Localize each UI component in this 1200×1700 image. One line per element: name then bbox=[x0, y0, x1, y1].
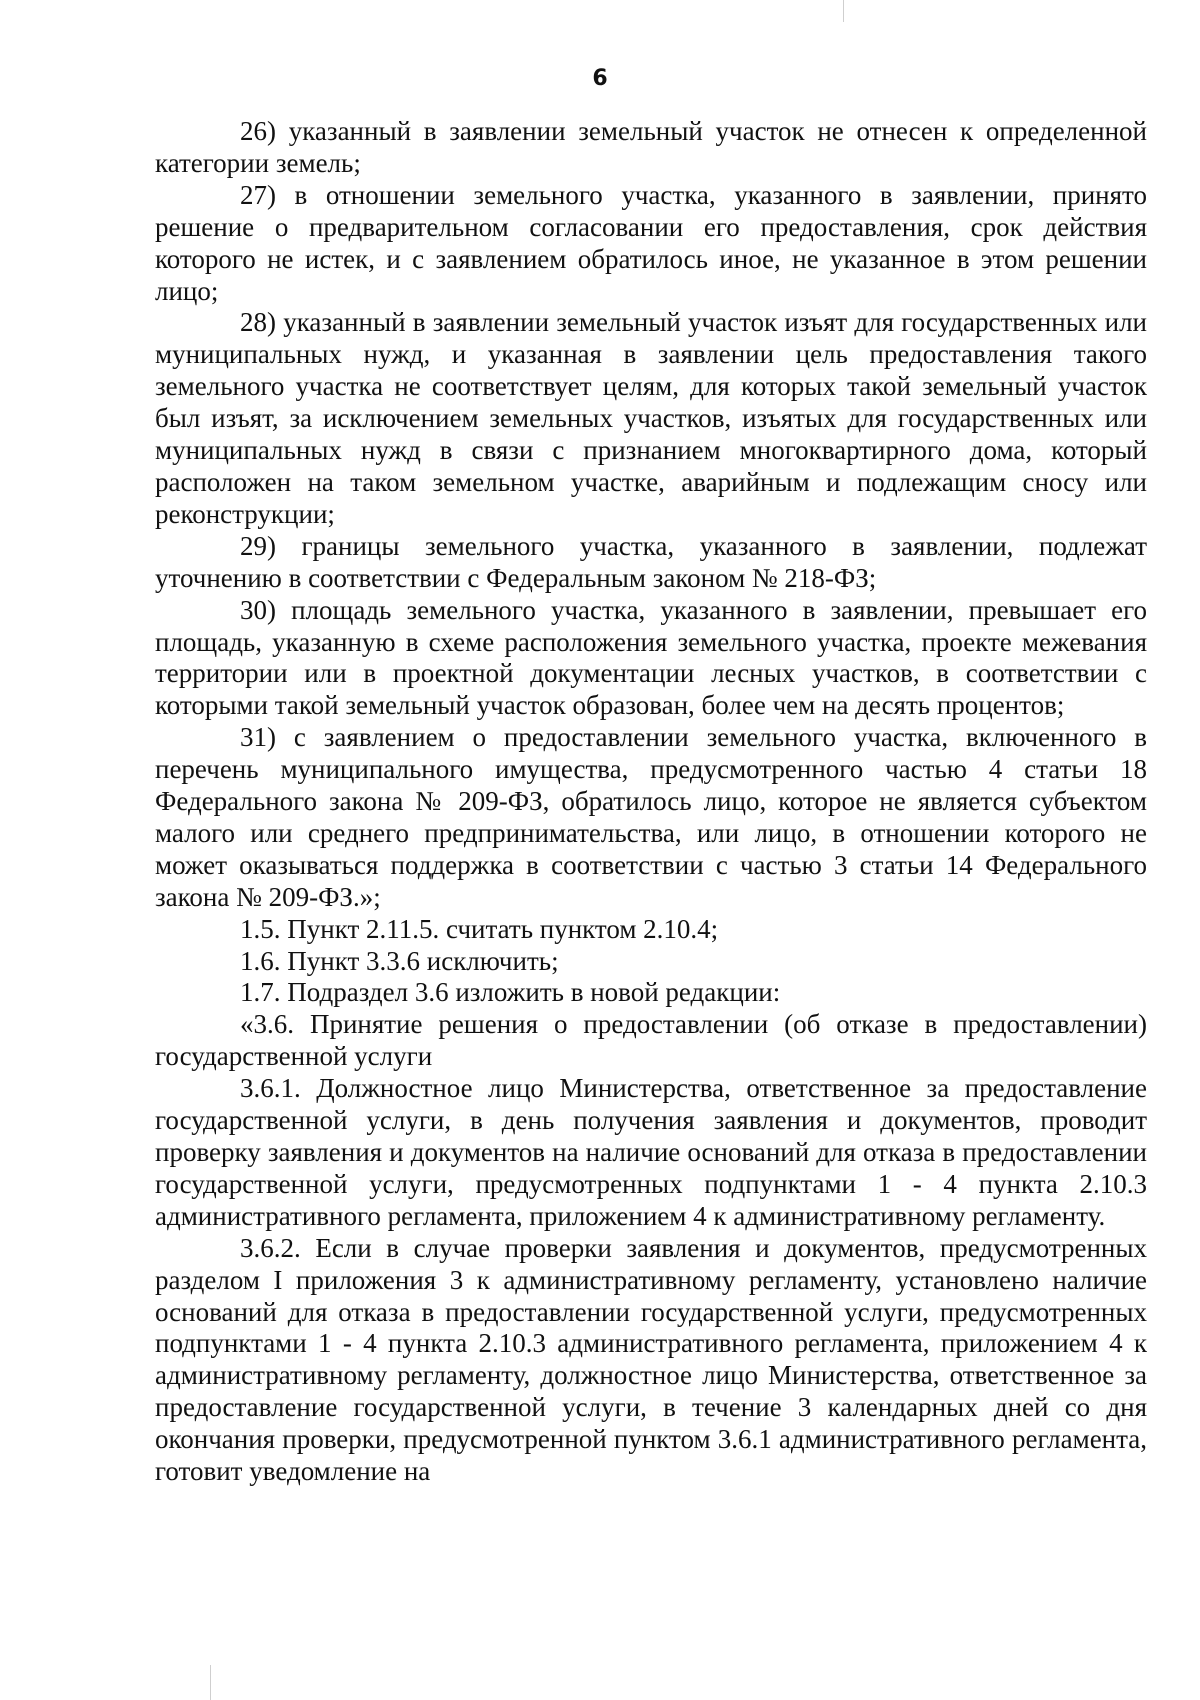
paragraph-26: 26) указанный в заявлении земельный участок не отнесен к определенной категории земель; bbox=[155, 116, 1147, 178]
paragraph-1-5: 1.5. Пункт 2.11.5. считать пунктом 2.10.4; bbox=[240, 913, 719, 944]
paragraph-28: 28) указанный в заявлении земельный участок изъят для государственных или муниципальных нужд, и указанная в заявлении цель предоставления такого земельного участка не соответствует целям, для которых такой земельный участок был изъят, за исключением земельных участков, изъятых для государственных или муниципальных нужд в связи с признанием многоквартирного дома, который расположен на таком земельном участке, аварийным и подлежащим сносу или реконструкции; bbox=[155, 307, 1147, 529]
page-number: 6 bbox=[592, 66, 608, 91]
scan-mark bbox=[843, 0, 844, 22]
paragraph-31: 31) с заявлением о предоставлении земельного участка, включенного в перечень муниципального имущества, предусмотренного частью 4 статьи 18 Федерального закона № 209-ФЗ, обратилось лицо, которое не является субъектом малого или среднего предпринимательства, или лицо, в отношении которого не может оказываться поддержка в соответствии с частью 3 статьи 14 Федерального закона № 209-ФЗ.»; bbox=[155, 722, 1147, 912]
paragraph-3-6-2: 3.6.2. Если в случае проверки заявления и документов, предусмотренных разделом I приложения 3 к административному регламенту, установлено наличие оснований для отказа в предоставлении государственной услуги, предусмотренных подпунктами 1 - 4 пункта 2.10.3 административного регламента, приложением 4 к административному регламенту, должностное лицо Министерства, ответственное за предоставление государственной услуги, в течение 3 календарных дней со дня окончания проверки, предусмотренной пунктом 3.6.1 административного регламента, готовит уведомление на bbox=[155, 1232, 1147, 1487]
document-body bbox=[155, 116, 1147, 1488]
paragraph-29: 29) границы земельного участка, указанного в заявлении, подлежат уточнению в соответствии с Федеральным законом № 218-ФЗ; bbox=[155, 530, 1147, 593]
paragraph-1-7: 1.7. Подраздел 3.6 изложить в новой редакции: bbox=[240, 977, 781, 1008]
paragraph-30: 30) площадь земельного участка, указанного в заявлении, превышает его площадь, указанную в схеме расположения земельного участка, проекте межевания территории или в проектной документации лесных участков, в соответствии с которыми такой земельный участок образован, более чем на десять процентов; bbox=[155, 594, 1147, 721]
paragraph-1-6: 1.6. Пункт 3.3.6 исключить; bbox=[240, 945, 559, 976]
paragraph-27: 27) в отношении земельного участка, указанного в заявлении, принято решение о предварительном согласовании его предоставления, срок действия которого не истек, и с заявлением обратилось иное, не указанное в этом решении лицо; bbox=[155, 179, 1147, 306]
section-heading-3-6: «3.6. Принятие решения о предоставлении (об отказе в предоставлении) государственной услуги bbox=[155, 1009, 1147, 1072]
scan-mark bbox=[210, 1665, 211, 1700]
paragraph-3-6-1: 3.6.1. Должностное лицо Министерства, ответственное за предоставление государственной услуги, в день получения заявления и документов, проводит проверку заявления и документов на наличие оснований для отказа в предоставлении государственной услуги, предусмотренных подпунктами 1 - 4 пункта 2.10.3 административного регламента, приложением 4 к административному регламенту. bbox=[155, 1073, 1147, 1231]
